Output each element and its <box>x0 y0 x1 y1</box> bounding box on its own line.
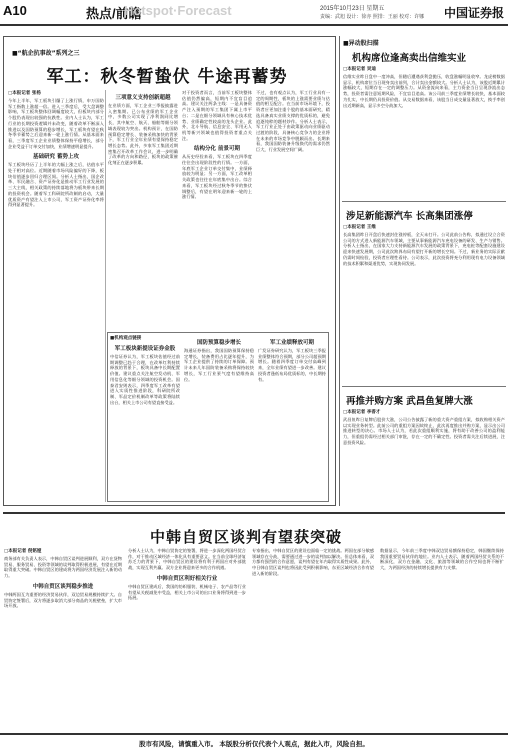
lead-paragraph: 从历史经验来看，军工板块在四季度往往会出现阶段性的行情。一方面，年底军工企业订单交付集中，业绩释放较为明显；另一方面，军工改革相关政策也往往在年底集中出台。综合来看，军工板块经过秋冬季节的蛰伏调整后，有望在明年迎来新一轮的上涨行情。 <box>182 154 252 200</box>
page-header <box>0 0 508 26</box>
lead-paragraph: 对于投资者而言，当前军工板块整体估值仍然偏高，短期内不宜盲目追高。建议关注两条主线：一是具备资产注入预期的军工集团下属上市平台；二是在细分领域具有核心技术优势、业绩确定性较高的龙头企业。此外，北斗导航、信息安全、军用无人机等新兴领域也值得投资者重点关注。 <box>182 90 252 141</box>
side-story-1-body <box>343 66 505 198</box>
bottom-column-3 <box>252 548 374 728</box>
bottom-column-1 <box>4 548 122 728</box>
sidebar-divider <box>339 36 340 506</box>
inner-column-2 <box>184 335 254 500</box>
inner-subheading: 军工板块新提设证券金股 <box>114 346 176 352</box>
page-number: A10 <box>3 3 27 18</box>
side-story-3-body <box>343 409 505 505</box>
story-separator <box>342 386 506 387</box>
issue-date: 2015年10月23日 星期五 <box>320 6 385 12</box>
side-story-2-byline: □本报记者 王维 <box>343 225 376 230</box>
risk-disclaimer-footer: 股市有风险，请慎重入市。 本版股分析仅代表个人观点，据此入市，风险自担。 <box>0 733 508 750</box>
lead-kicker: ■“航企抗事故”系列之三 <box>12 50 80 57</box>
editor-credits: 责编：武旭 设计：徐亦 照排：王丽 校对：许娜 <box>320 14 425 20</box>
lead-column-1 <box>8 90 104 502</box>
bottom-subheading: 中韩自贸区利好相关行业 <box>156 575 218 582</box>
inner-column-3 <box>258 335 326 500</box>
lead-subheading: 结构分化 前景可期 <box>194 146 240 153</box>
bottom-byline: □本报记者 倪铭娅 <box>4 549 42 554</box>
lead-column-4 <box>256 90 330 328</box>
section-english-name: Hotspot·Forecast <box>124 3 232 18</box>
side-story-2-headline: 涉足新能源汽车 长高集团涨停 <box>346 211 473 222</box>
bottom-story-headline: 中韩自贸区谈判有望获突破 <box>149 528 342 546</box>
bottom-column-4 <box>380 548 504 728</box>
lead-byline: □本报记者 张杨 <box>8 91 41 96</box>
lead-subheading: 三项意义支持创新超越 <box>115 95 171 101</box>
lead-paragraph: 今年上半年，军工板块引爆了上涨行情，申万国防军工指数上涨超一倍。进入三季度后，受大盘调整影响，军工板块整体回调幅度较大，但板块内部分个股仍表现出较强的抗跌性。业内人士认为，军工行业的长期投资逻辑并未改变，随着改革不断深入推进以及国防预算的稳步增长，军工板块有望在秋冬季节蓄势之后迎来新一轮上涨行情。从基本面来看，三季度军工企业业绩整体保持平稳增长，部分企业受益于订单交付加快，业绩增速明显提升。 <box>8 98 104 149</box>
inner-paragraph: 中信证券认为，军工板块估值经过前期调整已趋于合理，在改革红利持续释放的背景下，板块具备中长期配置价值。建议重点关注航空发动机、军用信息化等细分领域的投资机会。国泰君安则表示，四季度军工改革有望进入实质性推进阶段，科研院所改制、军品定价机制改革等政策将陆续出台，相关上市公司有望直接受益。 <box>110 354 180 405</box>
bottom-paragraph: 中韩两国互为重要的经济贸易伙伴，双边贸易规模持续扩大。自贸协定签署后，双方将逐步取消大部分商品的关税壁垒，扩大市场开放。 <box>4 591 122 609</box>
lead-paragraph: 军工板块经历了上半年的大幅上涨之后，估值水平处于相对高位。近期随着市场风险偏好的下降，板块估值逐步回归合理区间。分析人士指出，国企改革、军民融合、资产证券化是推动军工行业发展的三大主线，相关政策的持续落地将为板块带来长期的投资机会。随着军工科研院所改制的启动，大量优质资产有望注入上市公司，军工资产证券化率将得到显著提升。 <box>8 162 104 208</box>
bottom-paragraph: 专家指出，中韩自贸区的建设也面临一定的挑战。两国在部分敏感领域存在分歧，需要通过进一步的谈判加以解决。但总体来看，双方都有强烈的合作意愿，谈判有望在年内取得实质性成果。此外，中日韩自贸区谈判也将因此受到积极影响，东亚区域经济合作有望进入新的阶段。 <box>252 548 374 576</box>
side-story-3-byline: □本报记者 李香才 <box>343 410 381 415</box>
bottom-subheading: 中韩自贸区谈判稳步推进 <box>32 583 94 590</box>
side-story-3-text: 武昌鱼昨日复牌后股价大涨，公司公告披露了新的重大资产重组方案，拟收购相关资产以实现业务转型。此前公司的重组方案因故终止，此次再度推出并购方案，显示出公司推进转型的决心。市场人士认为，若此次重组顺利实施，将有助于改善公司的盈利能力，但重组仍需经过相关部门审批，存在一定的不确定性。投资者需关注后续进展，注意投资风险。 <box>343 417 505 445</box>
story-separator <box>342 201 506 202</box>
side-story-2-body <box>343 224 505 382</box>
newspaper-masthead: 中国证券报 <box>443 6 504 20</box>
sidebar-kicker: ■异动股扫描 <box>343 40 379 47</box>
bottom-paragraph: 商务部有关负责人表示，中韩自贸区谈判进展顺利，双方在货物贸易、服务贸易、投资等领域的谈判取得积极进展，有望在近期取得重大突破。中韩自贸区的建成将为两国经济发展注入新的动力。 <box>4 556 122 579</box>
bottom-story-rule <box>3 512 505 514</box>
side-story-2-text: 长高集团昨日开盘后快速封住涨停板，全天未打开。公司此前公告称，拟通过设立合资公司的方式进入新能源汽车领域，主要从事新能源汽车充电设备的研发、生产与销售。分析人士指出，在国家大力支持新能源汽车发展的政策背景下，充电桩等配套设施建设迎来快速发展期，公司此次跨界布局有望打开新的增长空间。不过，新业务的实际贡献仍需时间检验，投资者应理性看待。公司表示，此次投资将充分利用现有电力设备领域的技术积累和渠道优势，实现协同发展。 <box>343 232 505 266</box>
lead-headline: 军工：秋冬暂蛰伏 牛途再蓄势 <box>46 67 288 87</box>
inner-kicker: ■机构观点链接 <box>110 336 142 341</box>
inner-column-1 <box>110 335 180 500</box>
inner-paragraph: 海通证券指出，我国国防预算保持稳定增长，装备费用占比逐年提升，为军工企业提供了持续的订单保障。预计未来几年国防装备采购将保持较快增长，军工行业景气度有望维持高位。 <box>184 348 254 382</box>
inner-paragraph: 广发证券研究认为，军工板块三季报业绩整体符合预期，部分公司超预期增长。随着四季度订单交付高峰到来，全年业绩有望进一步改善。建议投资者逢低布局优质标的，中长期持有。 <box>258 348 326 382</box>
side-story-3-headline: 再推并购方案 武昌鱼复牌大涨 <box>346 396 473 407</box>
lead-subheading: 基础研究 蓄势上攻 <box>33 154 79 161</box>
inner-subheading: 军工业绩释放可期 <box>269 340 314 346</box>
lead-paragraph: 不过，也有观点认为，军工行业具有一定的周期性，板块的上涨需要业绩与估值的相互配合。在当前市场环境下，投资者应更加注重个股的基本面研究，精选具备真实业绩支撑的优质标的，避免追逐纯粹的题材炒作。分析人士表示，军工行业正处于由政策驱动向业绩驱动过渡的阶段，具备核心竞争力的企业将在未来的市场竞争中脱颖而出。长期来看，我国国防装备升级换代的需求仍然巨大，行业发展空间广阔。 <box>256 90 330 153</box>
side-story-1-byline: □本报记者 吴迪 <box>343 67 376 72</box>
section-name: 热点/前瞻 <box>86 6 142 21</box>
bottom-paragraph: 中韩自贸区建成后，我国的纺织服装、机械电子、农产品等行业有望从关税减免中受益，相关上市公司的出口业务将得到进一步拓展。 <box>128 583 246 601</box>
side-story-1-headline: 机构席位逢高卖出信维实业 <box>352 53 467 64</box>
lead-paragraph: 在业绩方面，军工企业三季报披露进入密集期。已公布业绩的军工企业中，多数公司实现了净利润同比增长，其中航空、航天、船舶等细分领域表现较为突出。机构预计，在国防预算稳定增长、装备采购加快的背景下，军工行业全年业绩有望保持稳定增长态势。此外，多家军工集团近期密集召开改革工作会议，进一步明确了改革的方向和路径，板块的政策催化剂正在逐步积累。 <box>108 103 178 166</box>
bottom-column-2 <box>128 548 246 728</box>
bottom-paragraph: 分析人士认为，中韩自贸协定的签署，将进一步深化两国经贸合作，对于推动区域经济一体化具有重要意义。在当前全球经济复苏乏力的背景下，中韩自贸区的建设将有利于两国应对外部挑战，实现互利共赢。双方企业将迎来更多的合作机遇。 <box>128 548 246 571</box>
bottom-paragraph: 数据显示，今年前三季度中韩双边贸易额保持稳定，韩国继续保持我国重要贸易伙伴的地位。业内人士表示，随着两国经贸关系的不断深化，双方在金融、文化、旅游等领域的合作空间也将不断扩大，为两国经济的持续增长提供有力支撑。 <box>380 548 504 571</box>
lead-column-3 <box>182 90 252 328</box>
column-divider <box>105 90 106 502</box>
lead-column-2 <box>108 90 178 328</box>
inner-subheading: 国防预算稳步增长 <box>196 340 241 346</box>
side-story-1-text: 信维实业昨日盘中一度冲高，但随后遭遇获利盘抛压，收盘涨幅明显收窄。龙虎榜数据显示，机构席位当日现身卖出前列，合计卖出金额较大。分析人士认为，该股近期累计涨幅较大，短期存在一定的调整压力。从资金流向来看，主力资金当日呈现净流出态势，投资者需注意短期风险，不宜盲目追高。该公司前三季度业绩增长较快，基本面较为扎实，中长期仍具投资价值。从交易数据来看，该股当日成交量显著放大，换手率创出近期新高，显示多空分歧加大。 <box>343 74 505 108</box>
